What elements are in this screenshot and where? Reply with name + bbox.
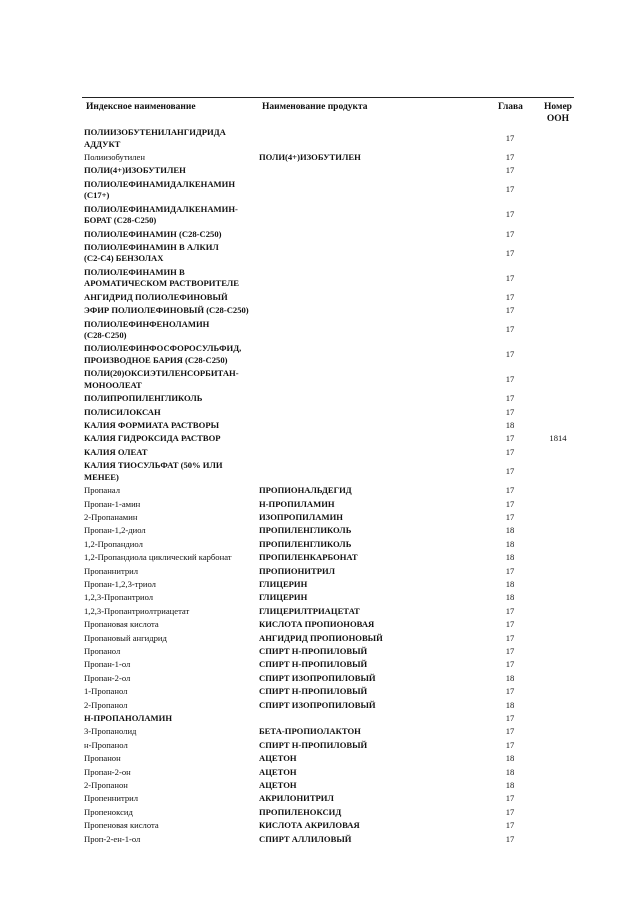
- product-name-cell: СПИРТ Н-ПРОПИЛОВЫЙ: [259, 739, 368, 750]
- index-name-cell: ПОЛИОЛЕФИНАМИН В АРОМАТИЧЕСКОМ РАСТВОРИТЕЛЕ: [84, 266, 239, 289]
- chapter-cell: 17: [505, 151, 515, 162]
- index-name-cell: КАЛИЯ ОЛЕАТ: [84, 446, 148, 457]
- chapter-cell: 17: [505, 209, 515, 220]
- chapter-cell: 17: [505, 349, 515, 360]
- index-name-cell: 1,2,3-Пропантриол: [84, 592, 154, 603]
- chapter-cell: 17: [505, 184, 515, 195]
- chapter-cell: 17: [505, 833, 515, 844]
- index-name-cell: Пропаннитрил: [84, 565, 139, 576]
- column-header-un-number: Номер ООН: [544, 102, 572, 124]
- index-name-cell: ПОЛИОЛЕФИНАМИН В АЛКИЛ (С2-С4) БЕНЗОЛАХ: [84, 241, 219, 264]
- chapter-cell: 17: [505, 619, 515, 630]
- chapter-cell: 17: [505, 132, 515, 143]
- chapter-cell: 17: [505, 446, 515, 457]
- index-name-cell: Пропанал: [84, 485, 120, 496]
- chapter-cell: 18: [505, 766, 515, 777]
- chapter-cell: 17: [505, 165, 515, 176]
- index-name-cell: ЭФИР ПОЛИОЛЕФИНОВЫЙ (С28-С250): [84, 305, 249, 316]
- chapter-cell: 17: [505, 793, 515, 804]
- index-name-cell: 2-Пропанол: [84, 699, 128, 710]
- index-name-cell: ПОЛИОЛЕФИНАМИДАЛКЕНАМИН (С17+): [84, 178, 236, 201]
- index-name-cell: ПОЛИОЛЕФИНФЕНОЛАМИН (С28-С250): [84, 318, 210, 340]
- chapter-cell: 17: [505, 659, 515, 670]
- index-name-cell: 1-Пропанол: [84, 686, 128, 697]
- chapter-cell: 18: [505, 592, 515, 603]
- chapter-cell: 17: [505, 739, 515, 750]
- index-name-cell: КАЛИЯ ТИОСУЛЬФАТ (50% ИЛИ МЕНЕЕ): [84, 460, 223, 482]
- chapter-cell: 17: [505, 228, 515, 239]
- product-name-cell: ГЛИЦЕРИН: [259, 592, 308, 603]
- chapter-cell: 17: [505, 305, 515, 316]
- product-name-cell: АНГИДРИД ПРОПИОНОВЫЙ: [259, 632, 383, 643]
- index-name-cell: Пропанон: [84, 753, 121, 764]
- chapter-cell: 17: [505, 291, 515, 302]
- index-name-cell: Пропанол: [84, 645, 121, 656]
- index-name-cell: ПОЛИИЗОБУТЕНИЛАНГИДРИДА АДДУКТ: [84, 127, 226, 149]
- chapter-cell: 17: [505, 511, 515, 522]
- product-name-cell: ПРОПИОНИТРИЛ: [259, 565, 336, 576]
- index-name-cell: ПОЛИ(4+)ИЗОБУТИЛЕН: [84, 165, 186, 176]
- chapter-cell: 17: [505, 806, 515, 817]
- product-name-cell: СПИРТ ИЗОПРОПИЛОВЫЙ: [259, 672, 376, 683]
- product-name-cell: ПРОПИЛЕНГЛИКОЛЬ: [259, 538, 352, 549]
- un-number-cell: 1814: [549, 433, 567, 444]
- product-name-cell: СПИРТ Н-ПРОПИЛОВЫЙ: [259, 645, 368, 656]
- index-name-cell: ПОЛИ(20)ОКСИЭТИЛЕНСОРБИТАН- МОНООЛЕАТ: [84, 368, 239, 390]
- index-name-cell: АНГИДРИД ПОЛИОЛЕФИНОВЫЙ: [84, 291, 228, 302]
- product-name-cell: ПОЛИ(4+)ИЗОБУТИЛЕН: [259, 151, 361, 162]
- product-name-cell: СПИРТ Н-ПРОПИЛОВЫЙ: [259, 659, 368, 670]
- index-name-cell: Пропеннитрил: [84, 793, 139, 804]
- product-name-cell: ГЛИЦЕРИЛТРИАЦЕТАТ: [259, 605, 360, 616]
- index-name-cell: Пропан-1,2-диол: [84, 525, 146, 536]
- index-name-cell: Полиизобутилен: [84, 151, 145, 162]
- index-name-cell: КАЛИЯ ГИДРОКСИДА РАСТВОР: [84, 433, 221, 444]
- chapter-cell: 17: [505, 632, 515, 643]
- chapter-cell: 18: [505, 525, 515, 536]
- column-header-index-name: Индексное наименование: [86, 102, 196, 112]
- chapter-cell: 17: [505, 465, 515, 476]
- chapter-cell: 17: [505, 726, 515, 737]
- index-name-cell: Пропановая кислота: [84, 619, 159, 630]
- product-name-cell: ГЛИЦЕРИН: [259, 578, 308, 589]
- column-header-chapter: Глава: [498, 102, 523, 112]
- product-name-cell: ПРОПИОНАЛЬДЕГИД: [259, 485, 352, 496]
- index-name-cell: Проп-2-ен-1-ол: [84, 833, 141, 844]
- chapter-cell: 17: [505, 498, 515, 509]
- product-name-cell: ПРОПИЛЕНКАРБОНАТ: [259, 552, 358, 563]
- chapter-cell: 18: [505, 538, 515, 549]
- chapter-cell: 17: [505, 605, 515, 616]
- index-name-cell: КАЛИЯ ФОРМИАТА РАСТВОРЫ: [84, 420, 220, 430]
- index-name-cell: 2-Пропанон: [84, 779, 128, 790]
- index-name-cell: Пропеноксид: [84, 806, 133, 817]
- chapter-cell: 17: [505, 712, 515, 723]
- index-name-cell: ПОЛИОЛЕФИНАМИН (С28-С250): [84, 228, 222, 239]
- index-name-cell: Пропановый ангидрид: [84, 632, 167, 643]
- product-name-cell: СПИРТ АЛЛИЛОВЫЙ: [259, 833, 352, 844]
- chapter-cell: 17: [505, 272, 515, 283]
- chapter-cell: 17: [505, 485, 515, 496]
- index-name-cell: Пропан-1-амин: [84, 498, 141, 509]
- product-name-cell: ПРОПИЛЕНОКСИД: [259, 806, 342, 817]
- product-name-cell: СПИРТ Н-ПРОПИЛОВЫЙ: [259, 686, 368, 697]
- index-name-cell: 1,2-Пропандиола циклический карбонат: [84, 552, 232, 563]
- product-name-cell: БЕТА-ПРОПИОЛАКТОН: [259, 726, 361, 737]
- chapter-cell: 18: [505, 753, 515, 764]
- product-name-cell: АКРИЛОНИТРИЛ: [259, 793, 334, 804]
- index-name-cell: 1,2-Пропандиол: [84, 538, 143, 549]
- chapter-cell: 18: [505, 420, 515, 430]
- product-name-cell: КИСЛОТА ПРОПИОНОВАЯ: [259, 619, 375, 630]
- product-name-cell: Н-ПРОПИЛАМИН: [259, 498, 335, 509]
- chapter-cell: 17: [505, 686, 515, 697]
- product-name-cell: СПИРТ ИЗОПРОПИЛОВЫЙ: [259, 699, 376, 710]
- chapter-cell: 17: [505, 406, 515, 417]
- product-name-cell: АЦЕТОН: [259, 766, 297, 777]
- index-name-cell: 1,2,3-Пропантриолтриацетат: [84, 605, 190, 616]
- index-name-cell: ПОЛИПРОПИЛЕНГЛИКОЛЬ: [84, 393, 203, 404]
- index-name-cell: 3-Пропанолид: [84, 726, 137, 737]
- column-header-product-name: Наименование продукта: [262, 102, 368, 112]
- chapter-cell: 17: [505, 565, 515, 576]
- chapter-cell: 17: [505, 393, 515, 404]
- index-name-cell: ПОЛИОЛЕФИНАМИДАЛКЕНАМИН- БОРАТ (С28-С250): [84, 203, 238, 226]
- chapter-cell: 18: [505, 578, 515, 589]
- index-name-cell: Пропан-2-он: [84, 766, 131, 777]
- product-name-cell: КИСЛОТА АКРИЛОВАЯ: [259, 820, 360, 831]
- index-name-cell: ПОЛИОЛЕФИНФОСФОРОСУЛЬФИД, ПРОИЗВОДНОЕ БАРИЯ (С28-С250): [84, 343, 242, 365]
- index-name-cell: Пропеновая кислота: [84, 820, 159, 831]
- product-name-cell: ИЗОПРОПИЛАМИН: [259, 511, 343, 522]
- product-name-cell: АЦЕТОН: [259, 753, 297, 764]
- chapter-cell: 18: [505, 699, 515, 710]
- header-rule: [82, 97, 574, 98]
- product-name-cell: ПРОПИЛЕНГЛИКОЛЬ: [259, 525, 352, 536]
- chapter-cell: 18: [505, 779, 515, 790]
- index-name-cell: н-Пропанол: [84, 739, 128, 750]
- index-name-cell: 2-Пропанамин: [84, 511, 138, 522]
- index-name-cell: Пропан-1,2,3-триол: [84, 578, 156, 589]
- chapter-cell: 18: [505, 552, 515, 563]
- chapter-cell: 17: [505, 645, 515, 656]
- index-name-cell: Н-ПРОПАНОЛАМИН: [84, 712, 173, 723]
- chapter-cell: 17: [505, 247, 515, 258]
- index-name-cell: Пропан-2-ол: [84, 672, 131, 683]
- index-name-cell: Пропан-1-ол: [84, 659, 131, 670]
- chapter-cell: 17: [505, 374, 515, 385]
- chapter-cell: 17: [505, 324, 515, 335]
- chapter-cell: 17: [505, 820, 515, 831]
- product-name-cell: АЦЕТОН: [259, 779, 297, 790]
- index-name-cell: ПОЛИСИЛОКСАН: [84, 406, 161, 417]
- chapter-cell: 17: [505, 433, 515, 444]
- chapter-cell: 18: [505, 672, 515, 683]
